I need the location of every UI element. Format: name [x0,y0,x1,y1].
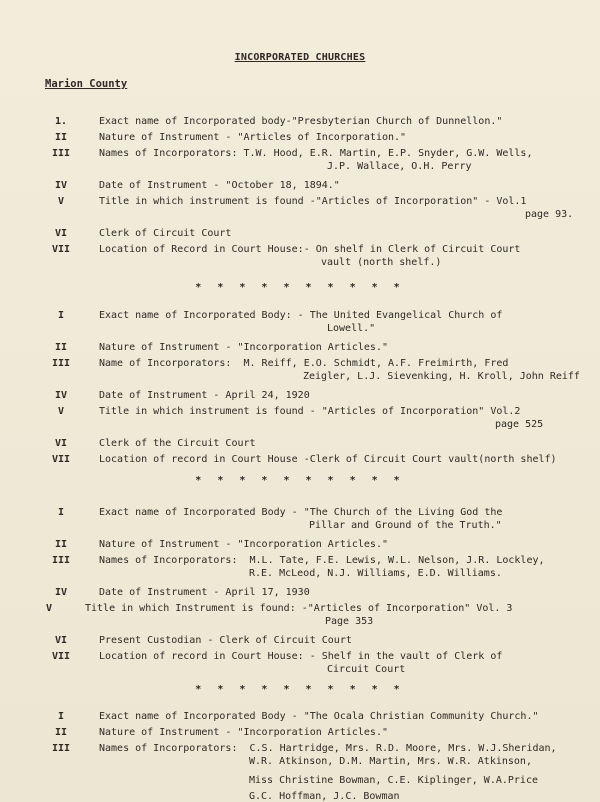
entry-row [0,726,600,742]
row-text-continued: vault (north shelf.) [321,257,442,268]
entry-row [0,790,600,802]
entry-row [0,131,600,147]
entry-row [0,341,600,357]
row-text: Nature of Instrument - "Incorporation Articles." [99,342,388,353]
entry-row [0,710,600,726]
county-heading: Marion County [45,78,128,90]
row-text: Names of Incorporators: C.S. Hartridge, Mrs. R.D. Moore, Mrs. W.J.Sheridan, [99,743,557,754]
row-text-continued: page 93. [525,209,574,220]
row-number: III [51,358,71,369]
church-entry-4 [0,710,600,802]
entry-row [0,634,600,650]
entry-row [0,554,600,586]
entry-row [0,195,600,227]
row-number: VII [51,651,71,662]
row-text: Nature of Instrument - "Incorporation Articles." [99,727,388,738]
separator: * * * * * * * * * * [195,475,405,486]
row-number: 1. [54,116,68,127]
entry-row [0,147,600,179]
row-number: I [57,507,65,518]
row-text-continued: Circuit Court [327,664,406,675]
church-entry-3 [0,506,600,682]
row-text: Present Custodian - Clerk of Circuit Court [99,635,352,646]
row-text: Names of Incorporators: M.L. Tate, F.E. Lewis, W.L. Nelson, J.R. Lockley, [99,555,545,566]
row-text: Name of Incorporators: M. Reiff, E.O. Schmidt, A.F. Freimirth, Fred [99,358,509,369]
row-number: VI [54,228,68,239]
row-number: III [51,148,71,159]
row-text: Date of Instrument - April 17, 1930 [99,587,310,598]
row-text: Exact name of Incorporated Body - "The Church of the Living God the [99,507,503,518]
row-number: VII [51,244,71,255]
row-number: IV [54,587,68,598]
row-text-continued: Lowell." [327,323,376,334]
row-text: G.C. Hoffman, J.C. Bowman [249,791,400,802]
row-number: VI [54,438,68,449]
row-text: Title in which Instrument is found: -"Articles of Incorporation" Vol. 3 [85,603,513,614]
separator: * * * * * * * * * * [195,282,405,293]
page-title: INCORPORATED CHURCHES [234,52,366,63]
row-text-continued: page 525 [495,419,544,430]
entry-row [0,309,600,341]
church-entry-2 [0,309,600,469]
entry-row [0,389,600,405]
entry-row [0,357,600,389]
separator: * * * * * * * * * * [195,684,405,695]
entry-row [0,405,600,437]
entry-row [0,227,600,243]
entry-row [0,538,600,554]
row-text: Miss Christine Bowman, C.E. Kiplinger, W.A.Price [249,775,538,786]
row-number: II [54,132,68,143]
entry-row [0,506,600,538]
row-text-continued: J.P. Wallace, O.H. Perry [327,161,472,172]
row-number: II [54,727,68,738]
row-number: V [57,406,65,417]
row-text: Clerk of the Circuit Court [99,438,256,449]
row-text: Title in which instrument is found - "Articles of Incorporation" Vol.2 [99,406,521,417]
entry-row [0,179,600,195]
entry-row [0,774,600,790]
row-text: Exact name of Incorporated Body - "The Ocala Christian Community Church." [99,711,539,722]
entry-row [0,602,600,634]
row-text-continued: Zeigler, L.J. Sievenking, H. Kroll, John Reiff [303,371,580,382]
row-text: Date of Instrument - "October 18, 1894." [99,180,340,191]
church-entry-1 [0,115,600,275]
entry-row [0,453,600,469]
row-text: Location of record in Court House -Clerk of Circuit Court vault(north shelf) [99,454,557,465]
row-number: V [45,603,53,614]
row-text: Date of Instrument - April 24, 1920 [99,390,310,401]
entry-row [0,243,600,275]
entry-row [0,742,600,774]
row-text-continued: W.R. Atkinson, D.M. Martin, Mrs. W.R. Atkinson, [249,756,532,767]
entry-row [0,586,600,602]
row-text: Nature of Instrument - "Incorporation Articles." [99,539,388,550]
row-number: IV [54,180,68,191]
row-number: III [51,555,71,566]
entry-row [0,115,600,131]
row-number: II [54,342,68,353]
row-text-continued: R.E. McLeod, N.J. Williams, E.D. Williams. [249,568,502,579]
row-number: III [51,743,71,754]
row-number: V [57,196,65,207]
entry-row [0,650,600,682]
row-number: II [54,539,68,550]
row-text-continued: Page 353 [325,616,374,627]
row-number: IV [54,390,68,401]
row-number: I [57,310,65,321]
entry-row [0,437,600,453]
row-text: Names of Incorporators: T.W. Hood, E.R. Martin, E.P. Snyder, G.W. Wells, [99,148,533,159]
row-text: Location of Record in Court House:- On shelf in Clerk of Circuit Court [99,244,521,255]
row-number: VI [54,635,68,646]
row-text: Location of record in Court House: - Shelf in the vault of Clerk of [99,651,503,662]
row-text-continued: Pillar and Ground of the Truth." [309,520,502,531]
row-text: Nature of Instrument - "Articles of Incorporation." [99,132,407,143]
row-text: Exact name of Incorporated body-"Presbyterian Church of Dunnellon." [99,116,503,127]
row-text: Title in which instrument is found -"Articles of Incorporation" - Vol.1 [99,196,527,207]
row-text: Exact name of Incorporated Body: - The United Evangelical Church of [99,310,503,321]
row-number: I [57,711,65,722]
row-number: VII [51,454,71,465]
row-text: Clerk of Circuit Court [99,228,232,239]
